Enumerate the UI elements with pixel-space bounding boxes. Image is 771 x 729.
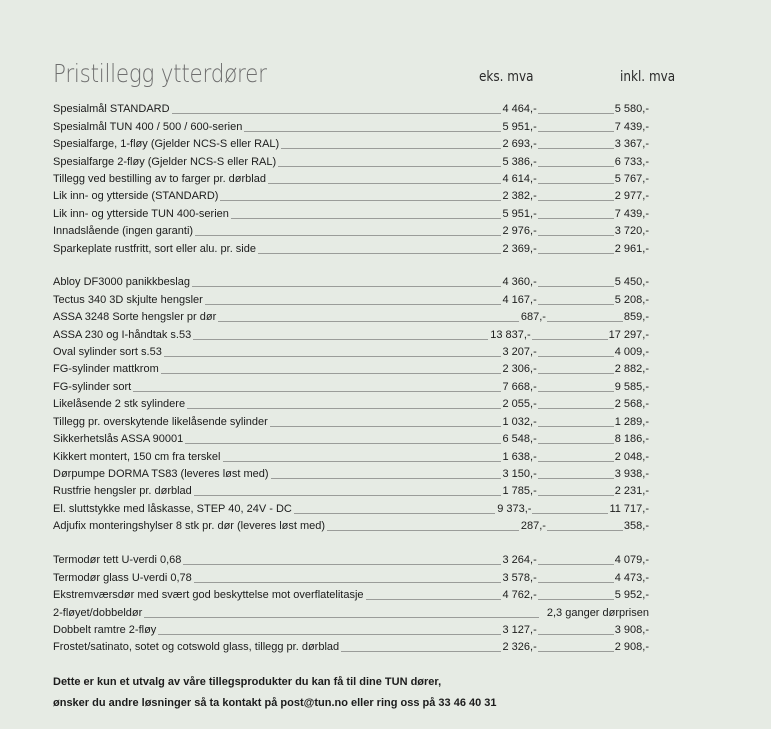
price-row-label: Spesialfarge 2-fløy (Gjelder NCS-S eller RAL)	[53, 155, 277, 168]
price-ex-vat: 687,-	[520, 311, 546, 324]
leader-dots	[538, 113, 614, 114]
leader-dots	[538, 218, 614, 219]
price-ex-vat: 287,-	[520, 520, 546, 533]
leader-dots	[271, 478, 501, 479]
price-row	[53, 396, 649, 413]
price-ex-vat: 2 326,-	[502, 641, 537, 654]
leader-dots	[218, 321, 519, 322]
leader-dots	[538, 391, 614, 392]
price-inc-vat: 5 580,-	[614, 103, 649, 116]
price-row-label: Kikkert montert, 150 cm fra terskel	[53, 450, 221, 463]
price-inc-vat: 5 450,-	[614, 276, 649, 289]
price-ex-vat: 3 207,-	[502, 345, 537, 358]
price-inc-vat: 4 473,-	[614, 571, 649, 584]
price-ex-vat: 4 360,-	[502, 276, 537, 289]
price-row-label: Innadslående (ingen garanti)	[53, 225, 194, 238]
price-row	[53, 326, 649, 343]
leader-dots	[532, 513, 608, 514]
price-row-note: 2,3 ganger dørprisen	[546, 606, 649, 619]
footer-note	[53, 672, 497, 714]
price-inc-vat: 5 767,-	[614, 172, 649, 185]
price-inc-vat: 7 439,-	[614, 120, 649, 133]
leader-dots	[195, 235, 500, 236]
price-inc-vat: 4 079,-	[614, 554, 649, 567]
price-ex-vat: 3 264,-	[502, 554, 537, 567]
leader-dots	[231, 218, 501, 219]
price-inc-vat: 859,-	[623, 311, 649, 324]
price-ex-vat: 2 055,-	[502, 398, 537, 411]
leader-dots	[538, 373, 614, 374]
price-row	[53, 136, 649, 153]
price-row	[53, 223, 649, 240]
price-row	[53, 118, 649, 135]
price-row-label: Likelåsende 2 stk sylindere	[53, 398, 186, 411]
price-inc-vat: 17 297,-	[608, 328, 649, 341]
price-row	[53, 361, 649, 378]
price-inc-vat: 2 048,-	[614, 450, 649, 463]
price-row	[53, 101, 649, 118]
leader-dots	[183, 564, 500, 565]
leader-dots	[538, 651, 614, 652]
price-row	[53, 309, 649, 326]
price-row	[53, 569, 649, 586]
price-row-label: Abloy DF3000 panikkbeslag	[53, 276, 190, 289]
price-ex-vat: 4 167,-	[502, 293, 537, 306]
price-row	[53, 188, 649, 205]
price-row-label: Oval sylinder sort s.53	[53, 345, 162, 358]
price-ex-vat: 4 464,-	[502, 103, 537, 116]
page-title: Pristillegg ytterdører	[53, 59, 267, 88]
price-ex-vat: 3 578,-	[502, 571, 537, 584]
leader-dots	[192, 286, 501, 287]
price-row	[53, 552, 649, 569]
price-row-label: Dørpumpe DORMA TS83 (leveres løst med)	[53, 468, 269, 481]
price-row-label: ASSA 3248 Sorte hengsler pr dør	[53, 311, 217, 324]
leader-dots	[538, 356, 614, 357]
price-row-label: Termodør glass U-verdi 0,78	[53, 571, 192, 584]
price-row	[53, 241, 649, 258]
leader-dots	[258, 253, 501, 254]
leader-dots	[278, 166, 500, 167]
price-inc-vat: 358,-	[623, 520, 649, 533]
leader-dots	[538, 148, 614, 149]
price-row-label: Sikkerhetslås ASSA 90001	[53, 433, 184, 446]
leader-dots	[538, 478, 614, 479]
price-row-label: Termodør tett U-verdi 0,68	[53, 554, 182, 567]
price-row-label: 2-fløyet/dobbeldør	[53, 606, 143, 619]
price-ex-vat: 5 951,-	[502, 120, 537, 133]
price-inc-vat: 1 289,-	[614, 415, 649, 428]
leader-dots	[538, 495, 614, 496]
leader-dots	[538, 183, 614, 184]
price-ex-vat: 4 762,-	[502, 589, 537, 602]
price-inc-vat: 2 882,-	[614, 363, 649, 376]
price-inc-vat: 8 186,-	[614, 433, 649, 446]
leader-dots	[366, 599, 501, 600]
price-row	[53, 483, 649, 500]
leader-dots	[538, 426, 614, 427]
leader-dots	[547, 321, 623, 322]
leader-dots	[133, 391, 500, 392]
price-ex-vat: 2 306,-	[502, 363, 537, 376]
footer-line-1: Dette er kun et utvalg av våre tillegsprodukter du kan få til dine TUN dører,	[53, 676, 442, 688]
price-ex-vat: 1 032,-	[502, 415, 537, 428]
price-row	[53, 153, 649, 170]
price-row	[53, 604, 649, 621]
price-row-label: Frostet/satinato, sotet og cotswold glass, tillegg pr. dørblad	[53, 641, 340, 654]
leader-dots	[294, 513, 495, 514]
leader-dots	[144, 617, 539, 618]
price-row	[53, 431, 649, 448]
price-row-label: Tillegg ved bestilling av to farger pr. dørblad	[53, 172, 266, 185]
price-ex-vat: 5 386,-	[502, 155, 537, 168]
footer-line-2: ønsker du andre løsninger så ta kontakt på post@tun.no eller ring oss på 33 46 40 31	[53, 697, 497, 709]
price-inc-vat: 3 908,-	[614, 623, 649, 636]
price-row-label: Spesialfarge, 1-fløy (Gjelder NCS-S eller RAL)	[53, 138, 280, 151]
leader-dots	[327, 530, 519, 531]
price-ex-vat: 1 638,-	[502, 450, 537, 463]
leader-dots	[538, 461, 614, 462]
column-header-ex-vat: eks. mva	[479, 69, 534, 85]
column-header-inc-vat: inkl. mva	[620, 69, 676, 85]
price-row	[53, 206, 649, 223]
leader-dots	[244, 131, 500, 132]
leader-dots	[538, 253, 614, 254]
price-row	[53, 501, 649, 518]
leader-dots	[205, 304, 501, 305]
leader-dots	[538, 304, 614, 305]
price-inc-vat: 5 952,-	[614, 589, 649, 602]
price-inc-vat: 6 733,-	[614, 155, 649, 168]
leader-dots	[172, 113, 501, 114]
price-row	[53, 291, 649, 308]
price-row-label: Rustfrie hengsler pr. dørblad	[53, 485, 192, 498]
price-row	[53, 518, 649, 535]
leader-dots	[268, 183, 501, 184]
price-row-label: Tectus 340 3D skjulte hengsler	[53, 293, 203, 306]
price-row-label: Tillegg pr. overskytende likelåsende sylinder	[53, 415, 268, 428]
price-row	[53, 639, 649, 656]
price-inc-vat: 7 439,-	[614, 207, 649, 220]
price-row-label: Sparkeplate rustfritt, sort eller alu. pr. side	[53, 242, 256, 255]
leader-dots	[538, 599, 614, 600]
leader-dots	[194, 495, 501, 496]
price-group-special-doors	[53, 552, 649, 657]
price-inc-vat: 3 720,-	[614, 225, 649, 238]
price-ex-vat: 9 373,-	[497, 502, 532, 515]
leader-dots	[223, 461, 501, 462]
price-ex-vat: 2 369,-	[502, 242, 537, 255]
price-inc-vat: 5 208,-	[614, 293, 649, 306]
price-row	[53, 622, 649, 639]
price-group-door-options	[53, 101, 649, 258]
price-ex-vat: 5 951,-	[502, 207, 537, 220]
price-inc-vat: 9 585,-	[614, 380, 649, 393]
price-row-label: FG-sylinder mattkrom	[53, 363, 159, 376]
price-row	[53, 466, 649, 483]
price-ex-vat: 3 127,-	[502, 623, 537, 636]
price-ex-vat: 6 548,-	[502, 433, 537, 446]
leader-dots	[547, 530, 623, 531]
price-inc-vat: 3 938,-	[614, 468, 649, 481]
price-inc-vat: 2 568,-	[614, 398, 649, 411]
price-ex-vat: 2 382,-	[502, 190, 537, 203]
leader-dots	[538, 408, 614, 409]
leader-dots	[158, 634, 500, 635]
leader-dots	[187, 408, 500, 409]
price-ex-vat: 13 837,-	[490, 328, 531, 341]
leader-dots	[270, 426, 501, 427]
leader-dots	[193, 339, 488, 340]
price-inc-vat: 2 977,-	[614, 190, 649, 203]
leader-dots	[281, 148, 500, 149]
price-ex-vat: 4 614,-	[502, 172, 537, 185]
leader-dots	[532, 339, 608, 340]
price-inc-vat: 2 908,-	[614, 641, 649, 654]
price-row-label: Lik inn- og ytterside (STANDARD)	[53, 190, 219, 203]
leader-dots	[161, 373, 501, 374]
price-row-label: ASSA 230 og I-håndtak s.53	[53, 328, 192, 341]
price-row-label: Spesialmål STANDARD	[53, 103, 170, 116]
price-row	[53, 414, 649, 431]
price-inc-vat: 4 009,-	[614, 345, 649, 358]
leader-dots	[538, 235, 614, 236]
price-ex-vat: 7 668,-	[502, 380, 537, 393]
leader-dots	[164, 356, 501, 357]
leader-dots	[538, 634, 614, 635]
price-row	[53, 379, 649, 396]
price-row-label: Ekstremværsdør med svært god beskyttelse mot overflatelitasje	[53, 589, 364, 602]
price-inc-vat: 11 717,-	[609, 502, 649, 515]
price-ex-vat: 1 785,-	[502, 485, 537, 498]
price-row-label: Lik inn- og ytterside TUN 400-serien	[53, 207, 229, 220]
price-row-label: Spesialmål TUN 400 / 500 / 600-serien	[53, 120, 243, 133]
leader-dots	[538, 443, 614, 444]
price-row-label: El. sluttstykke med låskasse, STEP 40, 24V - DC	[53, 502, 292, 515]
leader-dots	[538, 166, 614, 167]
leader-dots	[538, 564, 614, 565]
leader-dots	[194, 582, 501, 583]
leader-dots	[538, 582, 614, 583]
price-ex-vat: 3 150,-	[502, 468, 537, 481]
price-ex-vat: 2 693,-	[502, 138, 537, 151]
price-row	[53, 587, 649, 604]
leader-dots	[185, 443, 500, 444]
price-row-label: FG-sylinder sort	[53, 380, 132, 393]
price-row-label: Dobbelt ramtre 2-fløy	[53, 623, 157, 636]
price-group-hardware	[53, 274, 649, 536]
price-row	[53, 344, 649, 361]
leader-dots	[341, 651, 500, 652]
price-row	[53, 274, 649, 291]
price-row-label: Adjufix monteringshylser 8 stk pr. dør (leveres løst med)	[53, 520, 326, 533]
leader-dots	[538, 131, 614, 132]
leader-dots	[220, 200, 500, 201]
price-ex-vat: 2 976,-	[502, 225, 537, 238]
price-inc-vat: 2 231,-	[614, 485, 649, 498]
leader-dots	[538, 286, 614, 287]
price-row	[53, 448, 649, 465]
leader-dots	[538, 200, 614, 201]
price-inc-vat: 3 367,-	[614, 138, 649, 151]
price-row	[53, 171, 649, 188]
price-inc-vat: 2 961,-	[614, 242, 649, 255]
